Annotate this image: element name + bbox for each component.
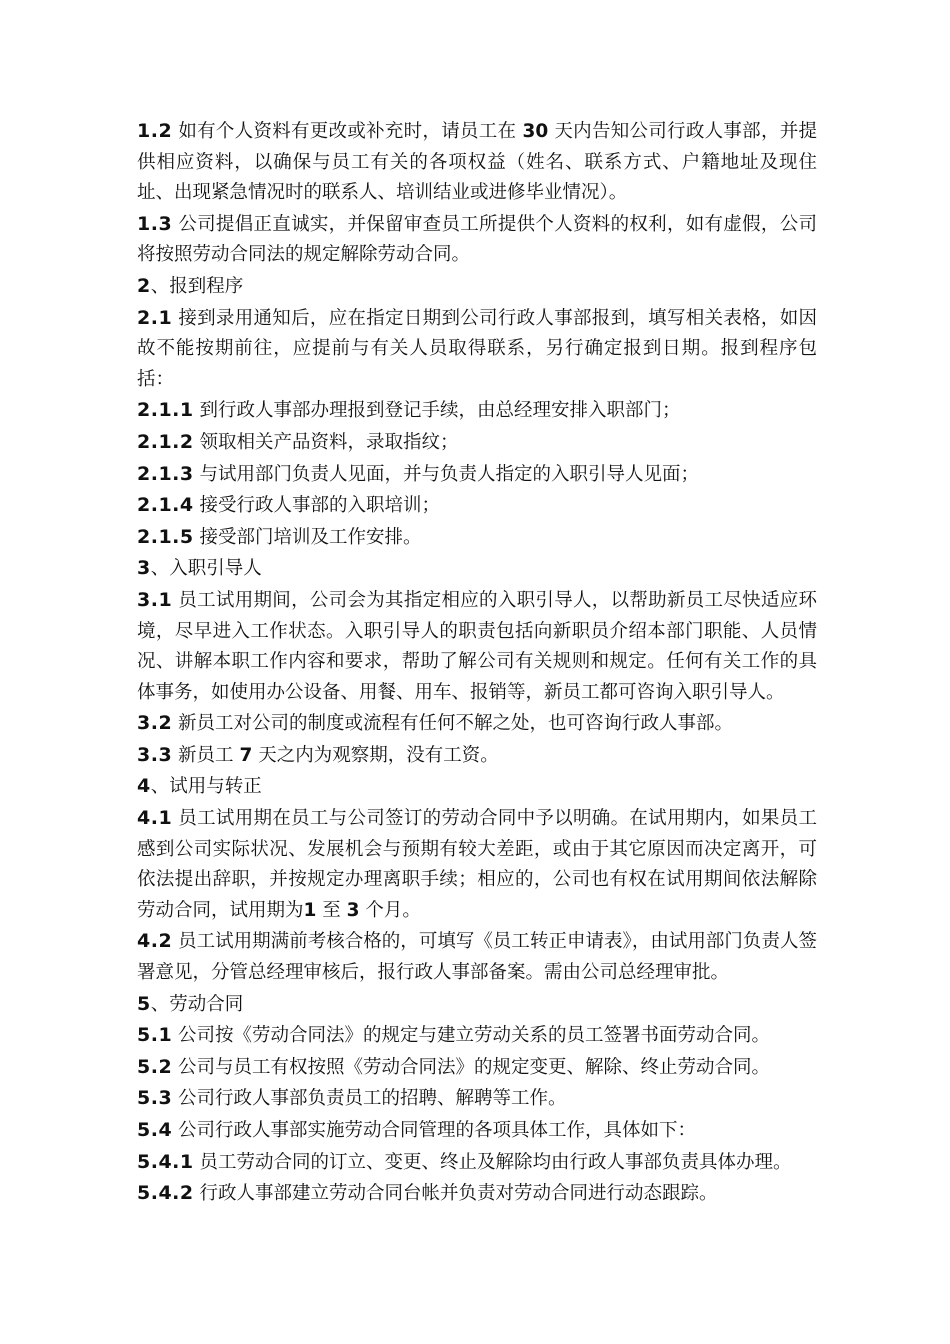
- paragraph-text: 至: [316, 899, 347, 921]
- paragraph-2-1-4: [137, 490, 817, 522]
- days-number: 7: [239, 744, 253, 766]
- section-number: 4: [137, 775, 151, 798]
- paragraph-text: 与试用部门负责人见面，并与负责人指定的入职引导人见面；: [193, 463, 699, 485]
- paragraph-5-4: [137, 1115, 817, 1147]
- clause-number: 2.1: [137, 306, 173, 329]
- paragraph-text: 接受行政人事部的入职培训；: [193, 495, 440, 517]
- paragraph-text: 新员工: [172, 744, 240, 766]
- document-body: [137, 116, 817, 1210]
- clause-number: 5.2: [137, 1055, 173, 1078]
- paragraph-text: 天之内为观察期，没有工资。: [252, 744, 499, 766]
- paragraph-text: 员工试用期满前考核合格的，可填写《员工转正申请表》，由试用部门负责人签署意见，分管总经理审核后，报行政人事部备案。需由公司总经理审批。: [137, 931, 817, 984]
- section-number: 3: [137, 557, 151, 580]
- clause-number: 5.3: [137, 1087, 173, 1110]
- paragraph-3-2: [137, 708, 817, 740]
- paragraph-text: 新员工对公司的制度或流程有任何不解之处，也可咨询行政人事部。: [172, 713, 734, 735]
- paragraph-text: 公司按《劳动合同法》的规定与建立劳动关系的员工签署书面劳动合同。: [172, 1025, 771, 1047]
- clause-number: 1.3: [137, 212, 173, 235]
- paragraph-5-4-1: [137, 1147, 817, 1179]
- paragraph-2-1: [137, 303, 817, 396]
- paragraph-1-3: [137, 209, 817, 271]
- paragraph-text: 天内告知公司行政人事部，并提供相应资料，以确保与员工有关的各项权益（姓名、联系方式、户籍地址及现住址、出现紧急情况时的联系人、培训结业或进修毕业情况）。: [137, 121, 817, 204]
- days-number: 30: [522, 121, 549, 142]
- paragraph-2-1-5: [137, 522, 817, 554]
- section-number: 2: [137, 274, 151, 297]
- section-heading-2: [137, 271, 817, 303]
- clause-number: 2.1.5: [137, 525, 194, 548]
- paragraph-5-3: [137, 1083, 817, 1115]
- paragraph-5-4-2: [137, 1178, 817, 1210]
- clause-number: 5.1: [137, 1024, 173, 1047]
- clause-number: 2.1.3: [137, 462, 194, 485]
- paragraph-4-1: [137, 803, 817, 926]
- paragraph-text: 员工劳动合同的订立、变更、终止及解除均由行政人事部负责具体办理。: [193, 1151, 792, 1173]
- clause-number: 2.1.4: [137, 494, 194, 517]
- paragraph-text: 公司提倡正直诚实，并保留审查员工所提供个人资料的权利，如有虚假，公司将按照劳动合同法的规定解除劳动合同。: [137, 213, 817, 266]
- paragraph-1-2: [137, 116, 817, 209]
- clause-number: 2.1.1: [137, 399, 194, 422]
- section-heading-4: [137, 771, 817, 803]
- paragraph-text: 领取相关产品资料，录取指纹；: [193, 431, 459, 453]
- paragraph-2-1-2: [137, 427, 817, 459]
- section-title: 、试用与转正: [150, 776, 262, 798]
- paragraph-text: 接受部门培训及工作安排。: [193, 526, 422, 548]
- clause-number: 5.4.2: [137, 1182, 194, 1205]
- clause-number: 3.2: [137, 712, 173, 735]
- month-min-number: 1: [303, 899, 317, 921]
- paragraph-text: 公司行政人事部负责员工的招聘、解聘等工作。: [172, 1088, 567, 1110]
- paragraph-text: 行政人事部建立劳动合同台帐并负责对劳动合同进行动态跟踪。: [193, 1183, 718, 1205]
- clause-number: 4.1: [137, 807, 173, 830]
- paragraph-text: 到行政人事部办理报到登记手续，由总经理安排入职部门；: [193, 400, 681, 422]
- clause-number: 2.1.2: [137, 430, 194, 453]
- section-title: 、劳动合同: [150, 993, 244, 1015]
- paragraph-5-1: [137, 1020, 817, 1052]
- paragraph-text: 员工试用期在员工与公司签订的劳动合同中予以明确。在试用期内，如果员工感到公司实际状况、发展机会与预期有较大差距，或由于其它原因而决定离开，可依法提出辞职，并按规定办理离职手续；相应的，公司也有权在试用期间依法解除劳动合同，试用期为: [137, 808, 817, 921]
- paragraph-2-1-1: [137, 395, 817, 427]
- paragraph-text: 公司行政人事部实施劳动合同管理的各项具体工作，具体如下：: [172, 1120, 697, 1141]
- paragraph-2-1-3: [137, 459, 817, 491]
- paragraph-3-3: [137, 740, 817, 772]
- section-heading-5: [137, 989, 817, 1021]
- paragraph-text: 接到录用通知后，应在指定日期到公司行政人事部报到，填写相关表格，如因故不能按期前往，应提前与有关人员取得联系，另行确定报到日期。报到程序包括：: [137, 307, 817, 390]
- clause-number: 1.2: [137, 120, 173, 142]
- clause-number: 4.2: [137, 930, 173, 953]
- clause-number: 5.4.1: [137, 1150, 194, 1173]
- paragraph-5-2: [137, 1052, 817, 1084]
- clause-number: 3.3: [137, 743, 173, 766]
- paragraph-3-1: [137, 585, 817, 708]
- section-heading-3: [137, 553, 817, 585]
- clause-number: 3.1: [137, 588, 173, 611]
- paragraph-text: 如有个人资料有更改或补充时，请员工在: [172, 121, 523, 142]
- paragraph-text: 公司与员工有权按照《劳动合同法》的规定变更、解除、终止劳动合同。: [172, 1056, 771, 1078]
- section-title: 、入职引导人: [150, 558, 262, 580]
- paragraph-text: 个月。: [359, 899, 421, 921]
- clause-number: 5.4: [137, 1119, 173, 1141]
- paragraph-4-2: [137, 926, 817, 988]
- month-max-number: 3: [346, 899, 360, 921]
- paragraph-text: 员工试用期间，公司会为其指定相应的入职引导人，以帮助新员工尽快适应环境，尽早进入工作状态。入职引导人的职责包括向新职员介绍本部门职能、人员情况、讲解本职工作内容和要求，帮助了解公司有关规则和规定。任何有关工作的具体事务，如使用办公设备、用餐、用车、报销等，新员工都可咨询入职引导人。: [137, 589, 817, 703]
- section-title: 、报到程序: [150, 275, 244, 297]
- section-number: 5: [137, 992, 151, 1015]
